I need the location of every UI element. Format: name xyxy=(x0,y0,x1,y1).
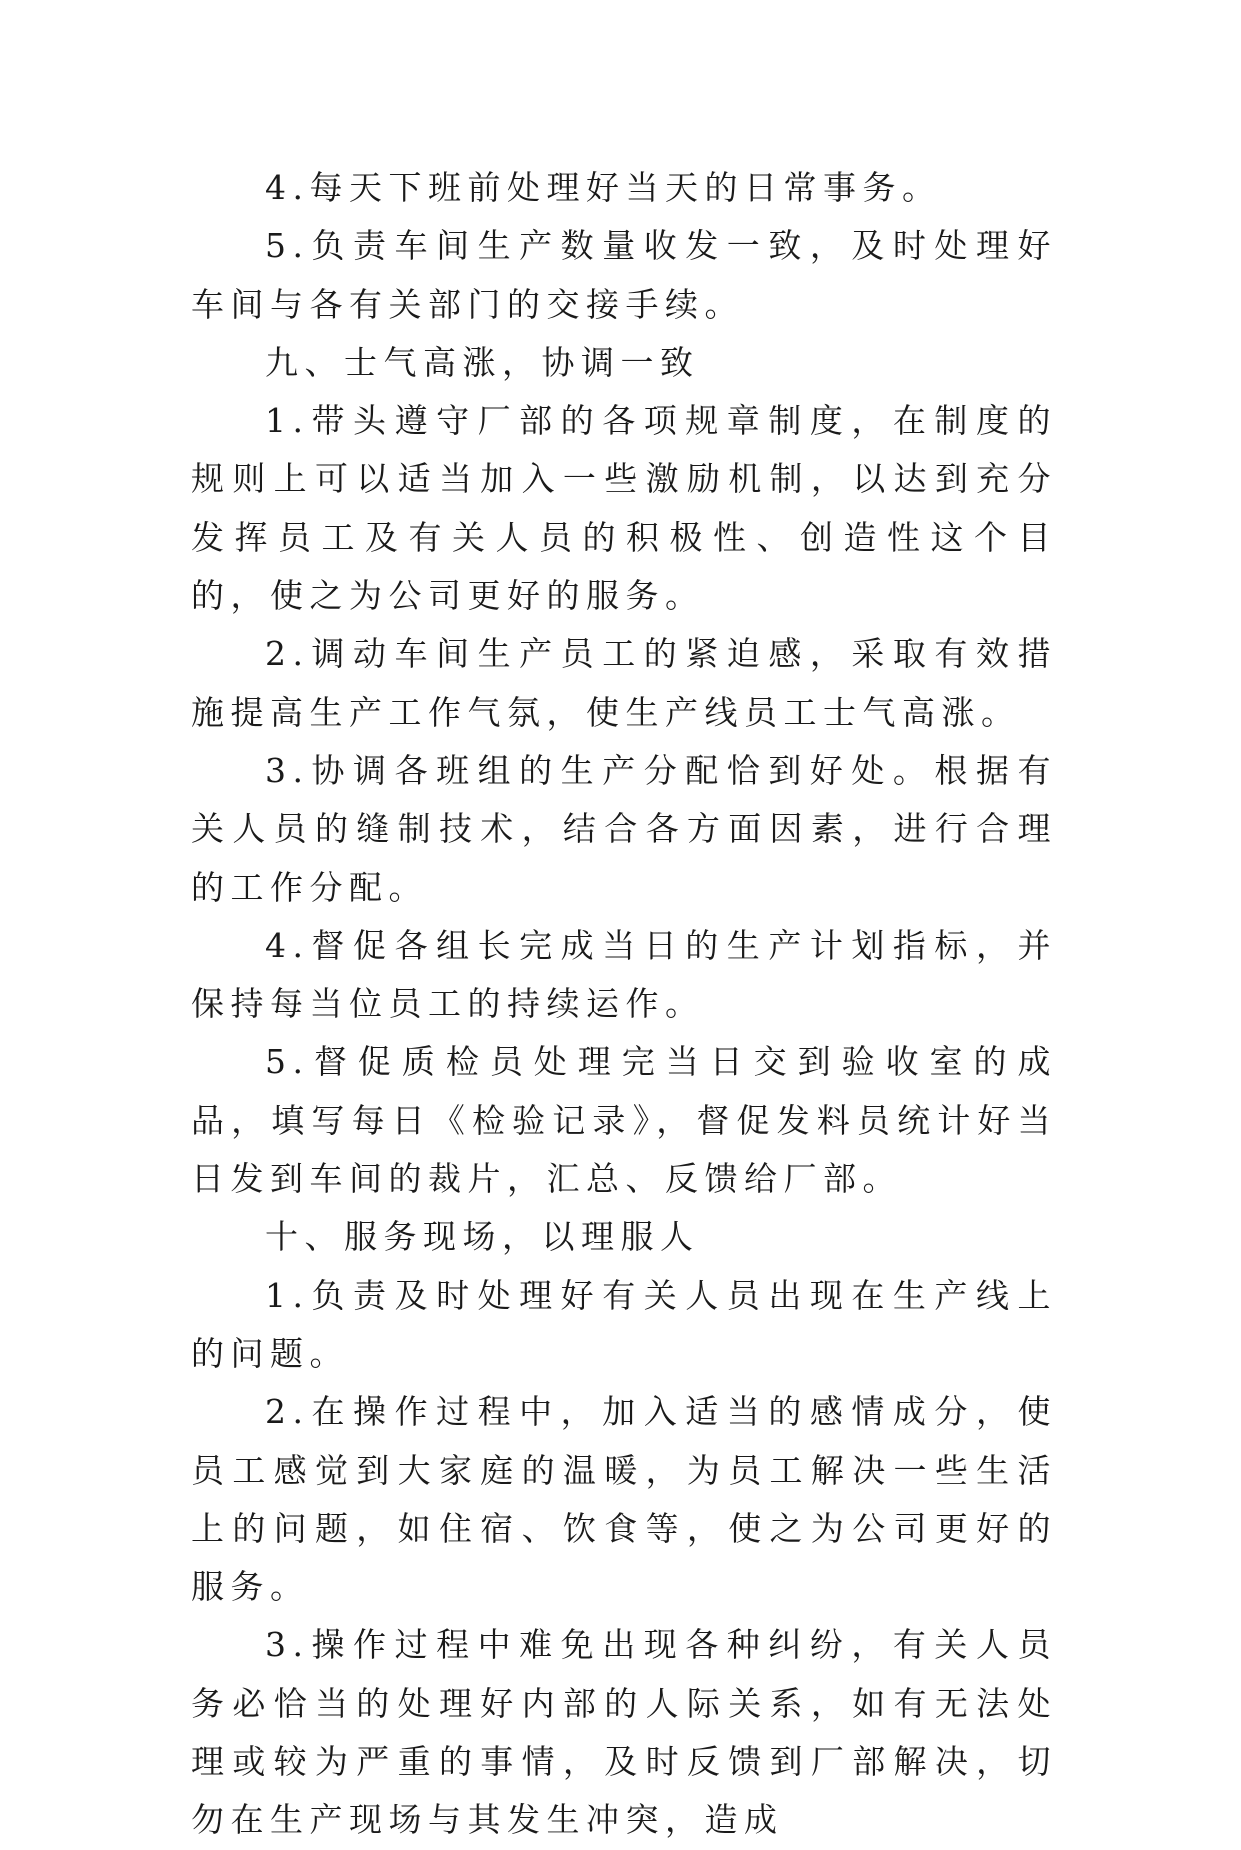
paragraph-5-production-handover: 5.负责车间生产数量收发一致，及时处理好车间与各有关部门的交接手续。 xyxy=(191,226,1057,324)
paragraph-9-2: 2.调动车间生产员工的紧迫感，采取有效措施提高生产工作气氛，使生产线员工士气高涨。 xyxy=(191,634,1057,732)
paragraph-9-3: 3.协调各班组的生产分配恰到好处。根据有关人员的缝制技术，结合各方面因素，进行合理的工作分配。 xyxy=(191,750,1057,907)
paragraph-10-2: 2.在操作过程中，加入适当的感情成分，使员工感觉到大家庭的温暖，为员工解决一些生活上的问题，如住宿、饮食等，使之为公司更好的服务。 xyxy=(191,1392,1057,1607)
paragraph-9-5: 5.督促质检员处理完当日交到验收室的成品，填写每日《检验记录》，督促发料员统计好当日发到车间的裁片，汇总、反馈给厂部。 xyxy=(191,1042,1057,1199)
body-text xyxy=(191,159,1057,1850)
section-heading-9: 九、士气高涨，协调一致 xyxy=(265,342,700,382)
paragraph-9-1: 1.带头遵守厂部的各项规章制度，在制度的规则上可以适当加入一些激励机制，以达到充分发挥员工及有关人员的积极性、创造性这个目的，使之为公司更好的服务。 xyxy=(191,401,1057,616)
paragraph-10-1: 1.负责及时处理好有关人员出现在生产线上的问题。 xyxy=(191,1275,1057,1373)
paragraph-10-3: 3.操作过程中难免出现各种纠纷，有关人员务必恰当的处理好内部的人际关系，如有无法处理或较为严重的事情，及时反馈到厂部解决，切勿在生产现场与其发生冲突，造成 xyxy=(191,1625,1057,1840)
section-heading-10: 十、服务现场，以理服人 xyxy=(265,1217,700,1257)
paragraph-9-4: 4.督促各组长完成当日的生产计划指标，并保持每当位员工的持续运作。 xyxy=(191,925,1057,1024)
paragraph-4-daily-affairs: 4.每天下班前处理好当天的日常事务。 xyxy=(265,168,942,207)
